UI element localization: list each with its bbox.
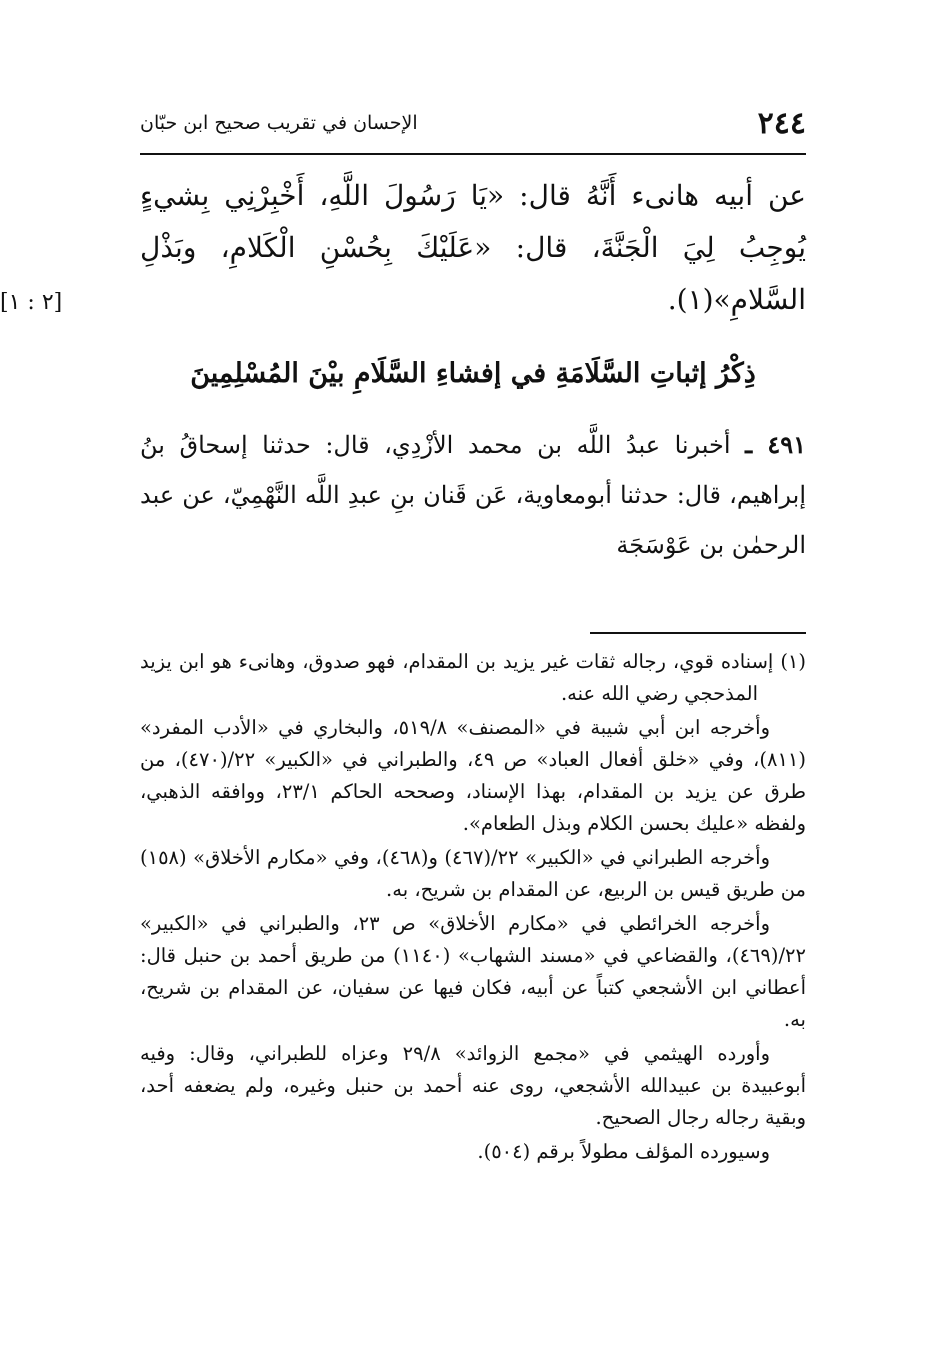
footnote-paragraph: وأخرجه الخرائطي في «مكارم الأخلاق» ص ٢٣، والطبراني في «الكبير» ٢٢/(٤٦٩)، والقضاعي في «مسند الشهاب» (١١٤٠) من طريق أحمد بن حنبل قال: أعطاني ابن الأشجعي كتباً عن أبيه، فكان فيها عن سفيان، عن المقدام بن شريح، به. bbox=[140, 912, 806, 1031]
footnote-paragraph: وأورده الهيثمي في «مجمع الزوائد» ٢٩/٨ وعزاه للطبراني، وقال: وفيه أبوعبيدة بن عبيدالله الأشجعي، روى عنه أحمد بن حنبل وغيره، ولم يضعفه أحد، وبقية رجاله رجال الصحيح. bbox=[140, 1042, 806, 1129]
footnote-paragraph: وأخرجه الطبراني في «الكبير» ٢٢/(٤٦٧) و(٤٦٨)، وفي «مكارم الأخلاق» (١٥٨) من طريق قيس بن الربيع، عن المقدام بن شريح، به. bbox=[140, 846, 806, 901]
footnote-paragraph: وأخرجه ابن أبي شيبة في «المصنف» ٥١٩/٨، والبخاري في «الأدب المفرد» (٨١١)، وفي «خلق أفعال العباد» ص ٤٩، والطبراني في «الكبير» ٢٢/(٤٧٠)، من طرق عن يزيد بن المقدام، بهذا الإسناد، وصححه الحاكم ٢٣/١، ووافقه الذهبي، ولفظه «عليك بحسن الكلام وبذل الطعام». bbox=[140, 716, 806, 835]
hadith-number: ٤٩١ ـ bbox=[745, 430, 806, 459]
hadith-text: أخبرنا عبدُ اللَّه بن محمد الأزْدِي، قال: حدثنا إسحاقُ بنُ إبراهيم، قال: حدثنا أبومعاوية، عَن قَنان بنِ عبدِ اللَّه النَّهْمِيّ، عن عبد الرحمٰن بن عَوْسَجَة bbox=[140, 431, 806, 559]
footnote-paragraph: وسيورده المؤلف مطولاً برقم (٥٠٤). bbox=[477, 1140, 770, 1163]
footnote-1 bbox=[140, 646, 806, 710]
page-number: ٢٤٤ bbox=[757, 106, 806, 141]
footnote-marker: (١) bbox=[780, 650, 807, 673]
header-rule bbox=[140, 153, 806, 155]
footnotes bbox=[140, 646, 806, 1170]
footnote-1-text: إسناده قوي، رجاله ثقات غير يزيد بن المقدام، فهو صدوق، وهانىء هو ابن يزيد المذحجي رضي الله عنه. bbox=[140, 650, 774, 705]
hadith-reference: [٢ : ١] bbox=[0, 290, 63, 315]
section-heading: ذِكْرُ إثباتِ السَّلَامَةِ في إفشاءِ السَّلَامِ بيْنَ المُسْلِمِينَ bbox=[190, 358, 756, 389]
hadith-491 bbox=[140, 420, 806, 570]
footnote-rule bbox=[590, 632, 806, 634]
page-header bbox=[140, 104, 806, 144]
running-title: الإحسان في تقريب صحيح ابن حبّان bbox=[140, 112, 418, 134]
hadith-continuation: عن أبيه هانىء أَنَّهُ قال: «يَا رَسُولَ اللَّهِ، أَخْبِرْنِي بِشيءٍ يُوجِبُ لِيَ الْجَنَّةَ، قال: «عَلَيْكَ بِحُسْنِ الْكَلامِ، وبَذْلِ السَّلامِ»(١). bbox=[140, 179, 806, 316]
